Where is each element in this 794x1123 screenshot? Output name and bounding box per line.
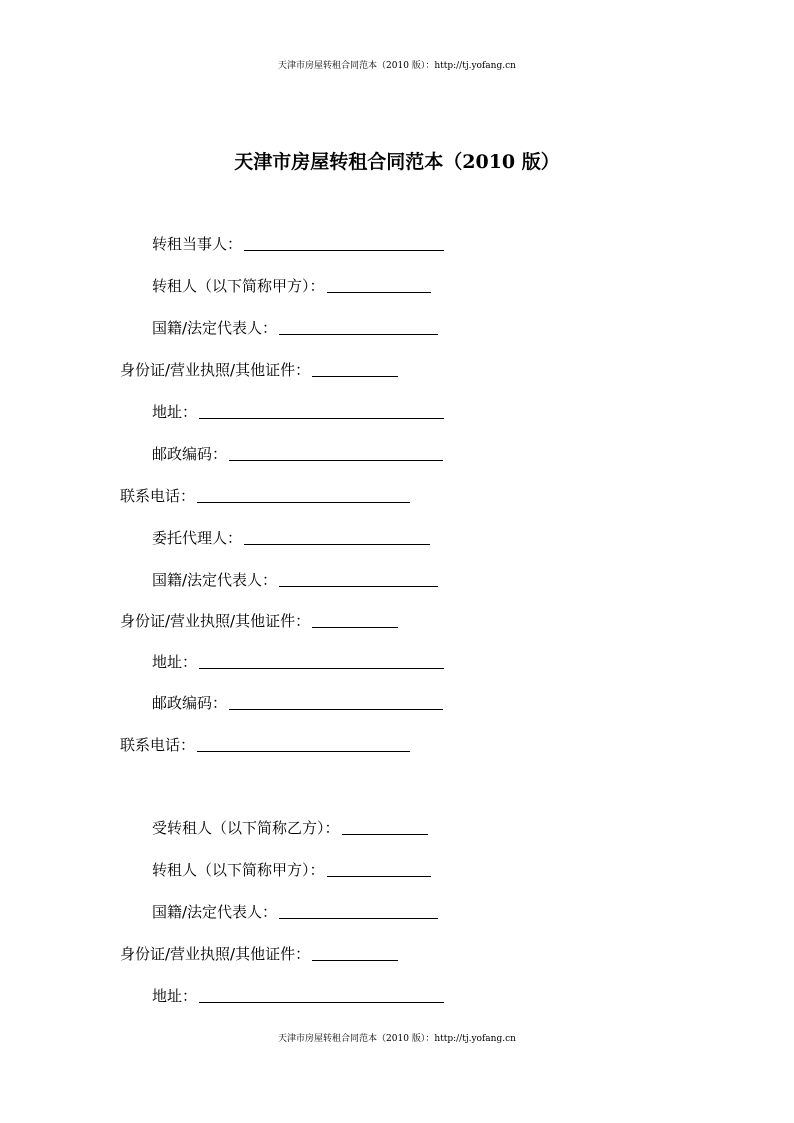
field-row bbox=[120, 607, 398, 631]
fill-blank[interactable] bbox=[244, 528, 430, 545]
fill-blank[interactable] bbox=[279, 318, 438, 335]
field-row bbox=[152, 689, 443, 713]
field-label: 地址： bbox=[152, 403, 198, 421]
fill-blank[interactable] bbox=[229, 444, 443, 461]
fill-blank[interactable] bbox=[197, 486, 410, 503]
fill-blank[interactable] bbox=[199, 652, 444, 669]
document-title: 天津市房屋转租合同范本（2010 版） bbox=[234, 151, 560, 173]
field-row bbox=[152, 814, 428, 838]
field-row bbox=[152, 524, 430, 548]
field-row bbox=[152, 898, 438, 922]
fill-blank[interactable] bbox=[229, 693, 443, 710]
field-row bbox=[120, 731, 410, 755]
fill-blank[interactable] bbox=[327, 276, 431, 293]
field-label: 身份证/营业执照/其他证件： bbox=[120, 361, 311, 379]
fill-blank[interactable] bbox=[199, 986, 444, 1003]
field-row bbox=[152, 272, 431, 296]
field-label: 国籍/法定代表人： bbox=[152, 571, 278, 589]
fill-blank[interactable] bbox=[342, 818, 428, 835]
field-row bbox=[152, 230, 444, 254]
field-row bbox=[152, 566, 438, 590]
field-row bbox=[152, 440, 443, 464]
fill-blank[interactable] bbox=[312, 944, 398, 961]
field-row bbox=[152, 314, 438, 338]
field-label: 转租人（以下简称甲方）： bbox=[152, 277, 325, 295]
fill-blank[interactable] bbox=[312, 360, 398, 377]
field-row bbox=[120, 940, 398, 964]
field-row bbox=[152, 648, 444, 672]
field-label: 国籍/法定代表人： bbox=[152, 319, 278, 337]
field-label: 地址： bbox=[152, 987, 198, 1005]
field-row bbox=[120, 356, 398, 380]
fill-blank[interactable] bbox=[279, 570, 438, 587]
field-label: 身份证/营业执照/其他证件： bbox=[120, 945, 311, 963]
field-label: 联系电话： bbox=[120, 487, 196, 505]
field-row bbox=[152, 398, 444, 422]
field-label: 地址： bbox=[152, 653, 198, 671]
field-label: 委托代理人： bbox=[152, 529, 243, 547]
field-label: 邮政编码： bbox=[152, 694, 228, 712]
field-label: 转租人（以下简称甲方）： bbox=[152, 861, 325, 879]
fill-blank[interactable] bbox=[327, 860, 431, 877]
fill-blank[interactable] bbox=[279, 902, 438, 919]
field-row bbox=[120, 482, 410, 506]
field-label: 邮政编码： bbox=[152, 445, 228, 463]
field-row bbox=[152, 856, 431, 880]
page-header: 天津市房屋转租合同范本（2010 版）：http://tj.yofang.cn bbox=[278, 61, 516, 71]
field-label: 国籍/法定代表人： bbox=[152, 903, 278, 921]
field-row bbox=[152, 982, 444, 1006]
fill-blank[interactable] bbox=[244, 234, 444, 251]
page-footer: 天津市房屋转租合同范本（2010 版）：http://tj.yofang.cn bbox=[278, 1034, 516, 1044]
field-label: 身份证/营业执照/其他证件： bbox=[120, 612, 311, 630]
field-label: 联系电话： bbox=[120, 736, 196, 754]
fill-blank[interactable] bbox=[199, 402, 444, 419]
fill-blank[interactable] bbox=[312, 611, 398, 628]
fill-blank[interactable] bbox=[197, 735, 410, 752]
field-label: 转租当事人： bbox=[152, 235, 243, 253]
field-label: 受转租人（以下简称乙方）： bbox=[152, 819, 340, 837]
